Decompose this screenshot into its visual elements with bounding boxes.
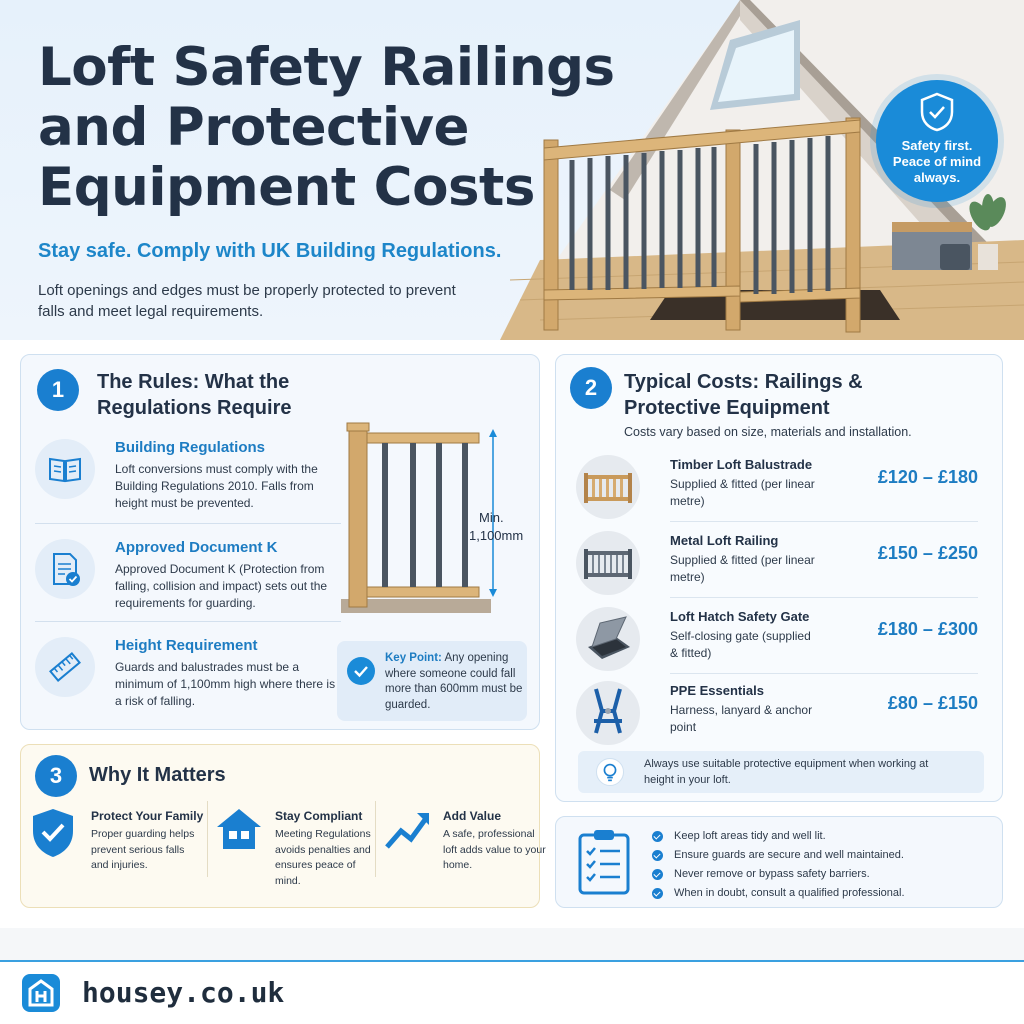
checklist-item [652, 827, 992, 846]
why-item-title: Protect Your Family [91, 809, 204, 823]
house-icon [215, 807, 263, 851]
page-title: Loft Safety Railings and Protective Equipment Costs [38, 37, 615, 218]
section-number: 1 [37, 369, 79, 411]
cost-desc: Supplied & fitted (per linear metre) [670, 553, 815, 584]
hero-subtitle: Stay safe. Comply with UK Building Regulations. [38, 240, 502, 262]
section-number: 2 [570, 367, 612, 409]
checklist-text: Keep loft areas tidy and well lit. [674, 830, 826, 842]
checklist-text: Never remove or bypass safety barriers. [674, 868, 870, 880]
safety-checklist [652, 827, 992, 903]
rules-panel [20, 354, 540, 730]
why-item-body: Meeting Regulations avoids penalties and ensures peace of mind. [275, 828, 371, 887]
brand-link[interactable]: housey.co.uk [82, 976, 285, 1009]
cost-name: PPE Essentials [670, 683, 764, 698]
why-item-compliant [205, 799, 375, 893]
book-icon [35, 439, 95, 499]
why-title: Why It Matters [89, 764, 226, 786]
cost-desc: Self-closing gate (supplied & fitted) [670, 629, 811, 660]
hero-description: Loft openings and edges must be properly protected to prevent falls and meet legal requirements. [38, 282, 456, 320]
cost-row [576, 603, 980, 675]
rule-building-regulations [35, 439, 341, 509]
key-point-callout [337, 641, 527, 721]
cost-price: £150 – £250 [877, 543, 978, 563]
why-item-family [21, 799, 204, 893]
cost-desc: Harness, lanyard & anchor point [670, 703, 813, 734]
lightbulb-icon [596, 758, 624, 786]
timber-balustrade-image [576, 455, 640, 519]
footer-band [0, 928, 1024, 960]
key-point-body: Any opening where someone could fall more than 600mm must be guarded. [385, 652, 523, 711]
key-point-label: Key Point: [385, 652, 442, 664]
checklist-item [652, 884, 992, 903]
tip-text: Always use suitable protective equipment when working at height in your loft. [644, 758, 929, 786]
trend-up-icon [383, 807, 431, 851]
rule-body: Guards and balustrades must be a minimum of 1,100mm high where there is a risk of falling. [115, 660, 336, 708]
document-check-icon [35, 539, 95, 599]
costs-panel [555, 354, 1003, 802]
checklist-item [652, 865, 992, 884]
rule-title: Building Regulations [115, 439, 265, 456]
cost-row [576, 527, 980, 599]
why-item-title: Stay Compliant [275, 809, 363, 823]
check-icon [652, 888, 663, 899]
checklist-item [652, 846, 992, 865]
metal-railing-image [576, 531, 640, 595]
ruler-icon [35, 637, 95, 697]
cost-name: Timber Loft Balustrade [670, 457, 813, 472]
rules-title: The Rules: What the Regulations Require [97, 371, 292, 419]
shield-check-icon [31, 807, 75, 859]
divider [35, 621, 341, 622]
check-icon [652, 831, 663, 842]
housey-logo-icon[interactable] [22, 974, 60, 1012]
dimension-min: Min. [479, 510, 504, 525]
checklist-text: When in doubt, consult a qualified professional. [674, 887, 905, 899]
cost-row [576, 451, 980, 523]
badge-text: Safety first. Peace of mind always. [892, 138, 982, 185]
cost-row [576, 677, 980, 749]
why-item-body: A safe, professional loft adds value to your home. [443, 828, 546, 871]
cost-price: £120 – £180 [877, 467, 978, 487]
safety-tip [578, 751, 984, 793]
cost-desc: Supplied & fitted (per linear metre) [670, 477, 815, 508]
rule-body: Approved Document K (Protection from falling, collision and impact) sets out the requirements for guarding. [115, 562, 328, 610]
divider [670, 597, 978, 598]
why-item-title: Add Value [443, 809, 502, 823]
rule-height-requirement [35, 637, 341, 707]
dimension-value: 1,100mm [469, 528, 524, 543]
footer [0, 960, 1024, 1024]
why-item-value [373, 799, 546, 893]
cost-name: Metal Loft Railing [670, 533, 779, 548]
check-circle-icon [347, 657, 375, 685]
rule-approved-document-k [35, 539, 341, 609]
divider [670, 521, 978, 522]
why-panel [20, 744, 546, 908]
height-dimension-label [469, 509, 524, 545]
shield-check-icon [919, 92, 955, 132]
costs-title: Typical Costs: Railings & Protective Equipment [624, 371, 863, 419]
cost-price: £80 – £150 [887, 693, 978, 713]
why-item-body: Proper guarding helps prevent serious falls and injuries. [91, 828, 195, 871]
costs-intro: Costs vary based on size, materials and installation. [624, 425, 912, 439]
divider [670, 673, 978, 674]
harness-image [576, 681, 640, 745]
divider [35, 523, 341, 524]
hero-section [0, 0, 1024, 340]
checklist-text: Ensure guards are secure and well maintained. [674, 849, 904, 861]
cost-name: Loft Hatch Safety Gate [670, 609, 810, 624]
check-icon [652, 850, 663, 861]
cost-price: £180 – £300 [877, 619, 978, 639]
rule-title: Height Requirement [115, 637, 258, 654]
key-point-text [385, 651, 523, 713]
rule-body: Loft conversions must comply with the Building Regulations 2010. Falls from height must be prevented. [115, 462, 318, 510]
safety-badge [876, 80, 998, 202]
check-icon [652, 869, 663, 880]
clipboard-icon [578, 829, 630, 895]
hatch-gate-image [576, 607, 640, 671]
checklist-panel [555, 816, 1003, 908]
section-number: 3 [35, 755, 77, 797]
rule-title: Approved Document K [115, 539, 278, 556]
